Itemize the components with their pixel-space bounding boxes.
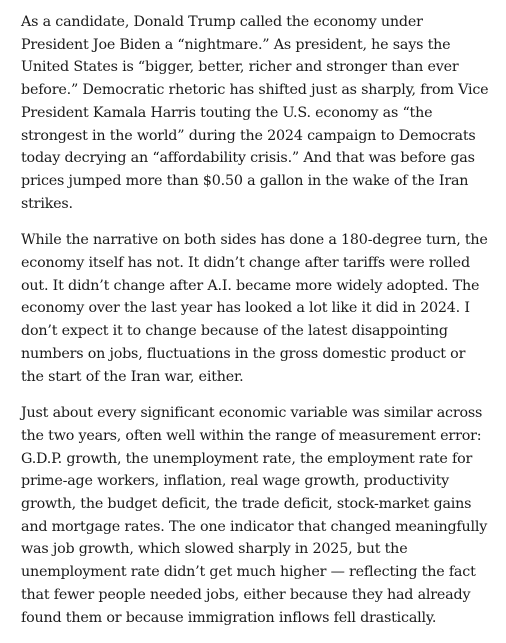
paragraph-2: While the narrative on both sides has done a 180-degree turn, the economy itself has not. It didn’t change after tariffs were rolled out. It didn’t change after A.I. became more widely adopted. The economy over the last year has looked a lot like it did in 2024. I don’t expect it to change because of the latest disappointing numbers on jobs, fluctuations in the gross domestic product or the start of the Iran war, either. [21, 232, 488, 385]
article-body [21, 11, 491, 643]
paragraph-3: Just about every significant economic variable was similar across the two years, often well within the range of measurement error: G.D.P. growth, the unemployment rate, the employment rate for prime-age workers, inflation, real wage growth, productivity growth, the budget deficit, the trade deficit, stock-market gains and mortgage rates. The one indicator that changed meaningfully was job growth, which slowed sharply in 2025, but the unemployment rate didn’t get much higher — reflecting the fact that fewer people needed jobs, either because they had already found them or because immigration inflows fell drastically. [21, 405, 488, 626]
paragraph-1: As a candidate, Donald Trump called the economy under President Joe Biden a “nightmare.” As president, he says the United States is “bigger, better, richer and stronger than ever before.” Democratic rhetoric has shifted just as sharply, from Vice President Kamala Harris touting the U.S. economy as “the strongest in the world” during the 2024 campaign to Democrats today decrying an “affordability crisis.” And that was before gas prices jumped more than $0.50 a gallon in the wake of the Iran strikes. [21, 14, 489, 212]
